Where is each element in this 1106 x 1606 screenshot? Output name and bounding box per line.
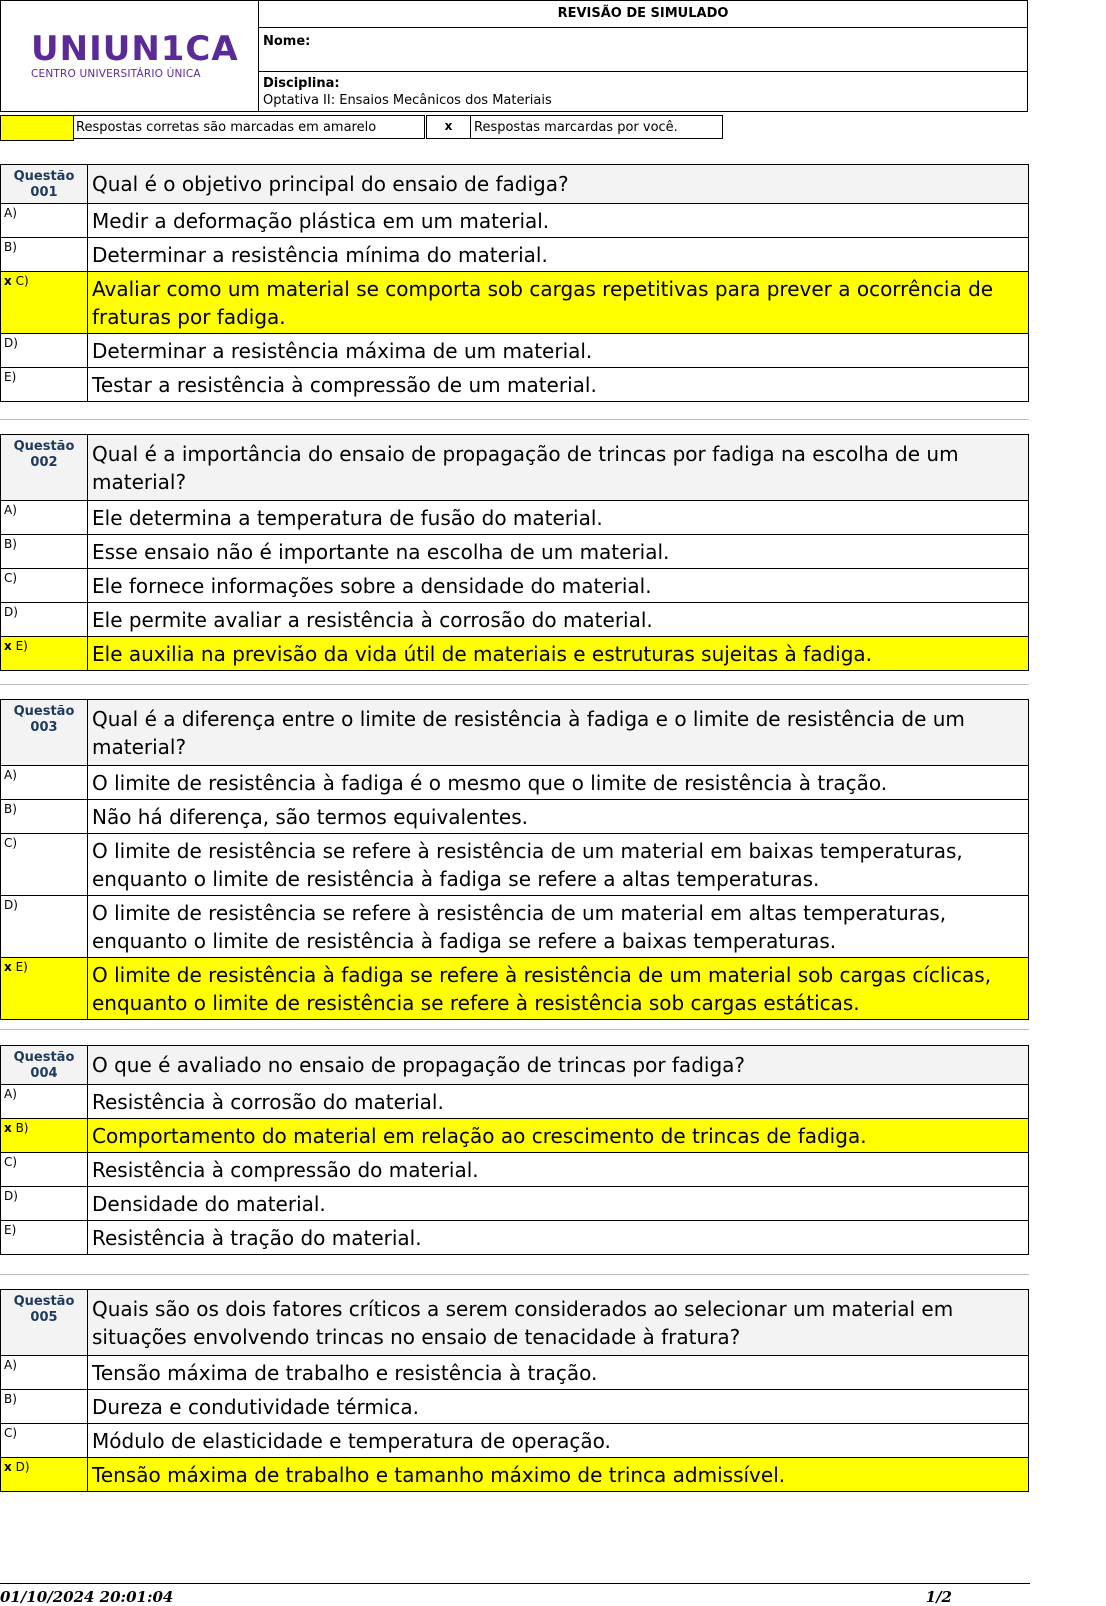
question-text: Qual é a importância do ensaio de propagação de trincas por fadiga na escolha de um material? bbox=[88, 435, 1029, 501]
option-letter-cell bbox=[1, 834, 88, 896]
answer-option bbox=[1, 1424, 1029, 1458]
answer-option bbox=[1, 1356, 1029, 1390]
answer-option bbox=[1, 896, 1029, 958]
option-letter-cell bbox=[1, 1085, 88, 1119]
option-letter-cell bbox=[1, 204, 88, 238]
option-letter: E) bbox=[4, 1223, 17, 1237]
question-label: Questão bbox=[13, 439, 75, 454]
answer-option bbox=[1, 535, 1029, 569]
option-text: Testar a resistência à compressão de um material. bbox=[88, 368, 1029, 402]
question-number bbox=[1, 1046, 88, 1085]
selected-mark: x bbox=[4, 639, 12, 653]
selected-mark: x bbox=[4, 274, 12, 288]
option-text: Resistência à compressão do material. bbox=[88, 1153, 1029, 1187]
option-text: Ele fornece informações sobre a densidade do material. bbox=[88, 569, 1029, 603]
question-header-row bbox=[1, 700, 1029, 766]
question-separator bbox=[0, 1029, 1029, 1030]
question-block bbox=[0, 1289, 1029, 1492]
question-text: Qual é o objetivo principal do ensaio de fadiga? bbox=[88, 165, 1029, 204]
option-text: Esse ensaio não é importante na escolha de um material. bbox=[88, 535, 1029, 569]
option-letter-cell bbox=[1, 1424, 88, 1458]
question-number-value: 003 bbox=[30, 720, 58, 735]
answer-option bbox=[1, 334, 1029, 368]
question-header-row bbox=[1, 435, 1029, 501]
option-text: Resistência à tração do material. bbox=[88, 1221, 1029, 1255]
selected-mark: x bbox=[4, 1121, 12, 1135]
option-letter: A) bbox=[4, 503, 17, 517]
option-letter: C) bbox=[4, 1426, 18, 1440]
option-letter: C) bbox=[4, 571, 18, 585]
option-text: Resistência à corrosão do material. bbox=[88, 1085, 1029, 1119]
option-text: Densidade do material. bbox=[88, 1187, 1029, 1221]
option-letter: D) bbox=[4, 898, 18, 912]
option-letter: B) bbox=[4, 537, 17, 551]
answer-option bbox=[1, 1221, 1029, 1255]
option-letter-cell bbox=[1, 1221, 88, 1255]
option-letter: B) bbox=[4, 1392, 17, 1406]
option-letter: D) bbox=[15, 1460, 30, 1474]
question-block bbox=[0, 164, 1029, 402]
option-letter: D) bbox=[4, 605, 18, 619]
disciplina-value: Optativa II: Ensaios Mecânicos dos Materiais bbox=[263, 93, 552, 108]
option-letter-cell bbox=[1, 1458, 88, 1492]
legend-mark: x bbox=[426, 115, 471, 139]
option-letter-cell bbox=[1, 569, 88, 603]
answer-option bbox=[1, 204, 1029, 238]
answer-option bbox=[1, 569, 1029, 603]
option-text: Avaliar como um material se comporta sob cargas repetitivas para prever a ocorrência de fraturas por fadiga. bbox=[88, 272, 1029, 334]
option-letter: D) bbox=[4, 336, 18, 350]
question-number bbox=[1, 1290, 88, 1356]
option-text: Dureza e condutividade térmica. bbox=[88, 1390, 1029, 1424]
disciplina-field bbox=[259, 72, 1027, 111]
page-title: REVISÃO DE SIMULADO bbox=[259, 1, 1027, 28]
question-label: Questão bbox=[13, 169, 75, 184]
option-text: Ele auxilia na previsão da vida útil de materiais e estruturas sujeitas à fadiga. bbox=[88, 637, 1029, 671]
answer-option bbox=[1, 272, 1029, 334]
option-letter-cell bbox=[1, 1119, 88, 1153]
option-letter: A) bbox=[4, 206, 17, 220]
answer-option bbox=[1, 766, 1029, 800]
question-text: O que é avaliado no ensaio de propagação de trincas por fadiga? bbox=[88, 1046, 1029, 1085]
question-number-value: 005 bbox=[30, 1310, 58, 1325]
question-separator bbox=[0, 1274, 1029, 1275]
option-letter: A) bbox=[4, 768, 17, 782]
selected-mark: x bbox=[4, 1460, 12, 1474]
option-letter-cell bbox=[1, 1153, 88, 1187]
option-letter: B) bbox=[4, 240, 17, 254]
answer-option bbox=[1, 501, 1029, 535]
question-header-row bbox=[1, 1046, 1029, 1085]
footer-divider-left bbox=[0, 1583, 349, 1584]
option-letter-cell bbox=[1, 1187, 88, 1221]
legend-yellow-swatch bbox=[0, 115, 74, 141]
question-table bbox=[0, 1289, 1029, 1492]
option-letter: B) bbox=[15, 1121, 29, 1135]
question-number-value: 001 bbox=[30, 185, 58, 200]
answer-option bbox=[1, 637, 1029, 671]
answer-option bbox=[1, 1119, 1029, 1153]
answer-option bbox=[1, 1187, 1029, 1221]
option-letter-cell bbox=[1, 1356, 88, 1390]
option-letter: E) bbox=[15, 960, 28, 974]
option-letter: E) bbox=[15, 639, 28, 653]
option-text: O limite de resistência à fadiga é o mesmo que o limite de resistência à tração. bbox=[88, 766, 1029, 800]
question-number bbox=[1, 700, 88, 766]
option-text: Tensão máxima de trabalho e resistência à tração. bbox=[88, 1356, 1029, 1390]
option-letter-cell bbox=[1, 766, 88, 800]
option-text: Determinar a resistência mínima do material. bbox=[88, 238, 1029, 272]
option-letter-cell bbox=[1, 1390, 88, 1424]
footer-divider-right bbox=[349, 1583, 1030, 1584]
answer-option bbox=[1, 238, 1029, 272]
question-block bbox=[0, 1045, 1029, 1255]
question-header-row bbox=[1, 165, 1029, 204]
option-text: O limite de resistência se refere à resistência de um material em baixas temperaturas, enquanto o limite de resistência à fadiga se refere a altas temperaturas. bbox=[88, 834, 1029, 896]
question-label: Questão bbox=[13, 704, 75, 719]
option-text: Módulo de elasticidade e temperatura de operação. bbox=[88, 1424, 1029, 1458]
answer-option bbox=[1, 1085, 1029, 1119]
option-letter-cell bbox=[1, 334, 88, 368]
answer-option bbox=[1, 1458, 1029, 1492]
question-number bbox=[1, 165, 88, 204]
logo-text: UNIUN1CA bbox=[31, 29, 239, 69]
footer-datetime: 01/10/2024 20:01:04 bbox=[0, 1588, 174, 1606]
option-letter: C) bbox=[4, 836, 18, 850]
nome-field bbox=[259, 28, 1027, 72]
option-text: Medir a deformação plástica em um material. bbox=[88, 204, 1029, 238]
question-text: Quais são os dois fatores críticos a serem considerados ao selecionar um material em situações envolvendo trincas no ensaio de tenacidade à fratura? bbox=[88, 1290, 1029, 1356]
question-table bbox=[0, 699, 1029, 1020]
option-letter: C) bbox=[4, 1155, 18, 1169]
legend bbox=[0, 115, 724, 141]
option-text: O limite de resistência se refere à resistência de um material em altas temperaturas, enquanto o limite de resistência à fadiga se refere a baixas temperaturas. bbox=[88, 896, 1029, 958]
option-text: Não há diferença, são termos equivalentes. bbox=[88, 800, 1029, 834]
option-text: Ele permite avaliar a resistência à corrosão do material. bbox=[88, 603, 1029, 637]
answer-option bbox=[1, 1390, 1029, 1424]
option-text: O limite de resistência à fadiga se refere à resistência de um material sob cargas cíclicas, enquanto o limite de resistência se refere à resistência sob cargas estáticas. bbox=[88, 958, 1029, 1020]
disciplina-label: Disciplina: bbox=[263, 76, 340, 91]
question-label: Questão bbox=[13, 1050, 75, 1065]
option-letter-cell bbox=[1, 958, 88, 1020]
option-text: Tensão máxima de trabalho e tamanho máximo de trinca admissível. bbox=[88, 1458, 1029, 1492]
answer-option bbox=[1, 834, 1029, 896]
question-table bbox=[0, 434, 1029, 671]
option-text: Ele determina a temperatura de fusão do material. bbox=[88, 501, 1029, 535]
logo-subtitle: CENTRO UNIVERSITÁRIO ÚNICA bbox=[31, 68, 201, 80]
option-letter-cell bbox=[1, 535, 88, 569]
option-letter-cell bbox=[1, 637, 88, 671]
option-text: Determinar a resistência máxima de um material. bbox=[88, 334, 1029, 368]
question-separator bbox=[0, 684, 1029, 685]
option-letter-cell bbox=[1, 603, 88, 637]
option-letter: B) bbox=[4, 802, 17, 816]
option-letter-cell bbox=[1, 896, 88, 958]
option-letter-cell bbox=[1, 238, 88, 272]
legend-correct-text: Respostas corretas são marcadas em amarelo bbox=[73, 115, 425, 139]
option-letter: A) bbox=[4, 1087, 17, 1101]
footer-page-number: 1/2 bbox=[925, 1588, 952, 1606]
option-letter-cell bbox=[1, 501, 88, 535]
question-number-value: 002 bbox=[30, 455, 58, 470]
header-box bbox=[0, 0, 1028, 112]
answer-option bbox=[1, 958, 1029, 1020]
question-block bbox=[0, 699, 1029, 1020]
option-letter: D) bbox=[4, 1189, 18, 1203]
question-number-value: 004 bbox=[30, 1066, 58, 1081]
question-table bbox=[0, 164, 1029, 402]
question-number bbox=[1, 435, 88, 501]
answer-option bbox=[1, 800, 1029, 834]
question-label: Questão bbox=[13, 1294, 75, 1309]
option-letter-cell bbox=[1, 800, 88, 834]
answer-option bbox=[1, 603, 1029, 637]
question-separator bbox=[0, 419, 1029, 420]
answer-option bbox=[1, 1153, 1029, 1187]
selected-mark: x bbox=[4, 960, 12, 974]
question-table bbox=[0, 1045, 1029, 1255]
option-letter-cell bbox=[1, 368, 88, 402]
option-letter: C) bbox=[15, 274, 29, 288]
option-text: Comportamento do material em relação ao crescimento de trincas de fadiga. bbox=[88, 1119, 1029, 1153]
legend-yours-text: Respostas marcardas por você. bbox=[471, 115, 723, 139]
option-letter: A) bbox=[4, 1358, 17, 1372]
question-text: Qual é a diferença entre o limite de resistência à fadiga e o limite de resistência de um material? bbox=[88, 700, 1029, 766]
nome-label: Nome: bbox=[263, 34, 311, 49]
logo bbox=[1, 1, 259, 111]
option-letter-cell bbox=[1, 272, 88, 334]
question-block bbox=[0, 434, 1029, 671]
question-header-row bbox=[1, 1290, 1029, 1356]
answer-option bbox=[1, 368, 1029, 402]
option-letter: E) bbox=[4, 370, 17, 384]
